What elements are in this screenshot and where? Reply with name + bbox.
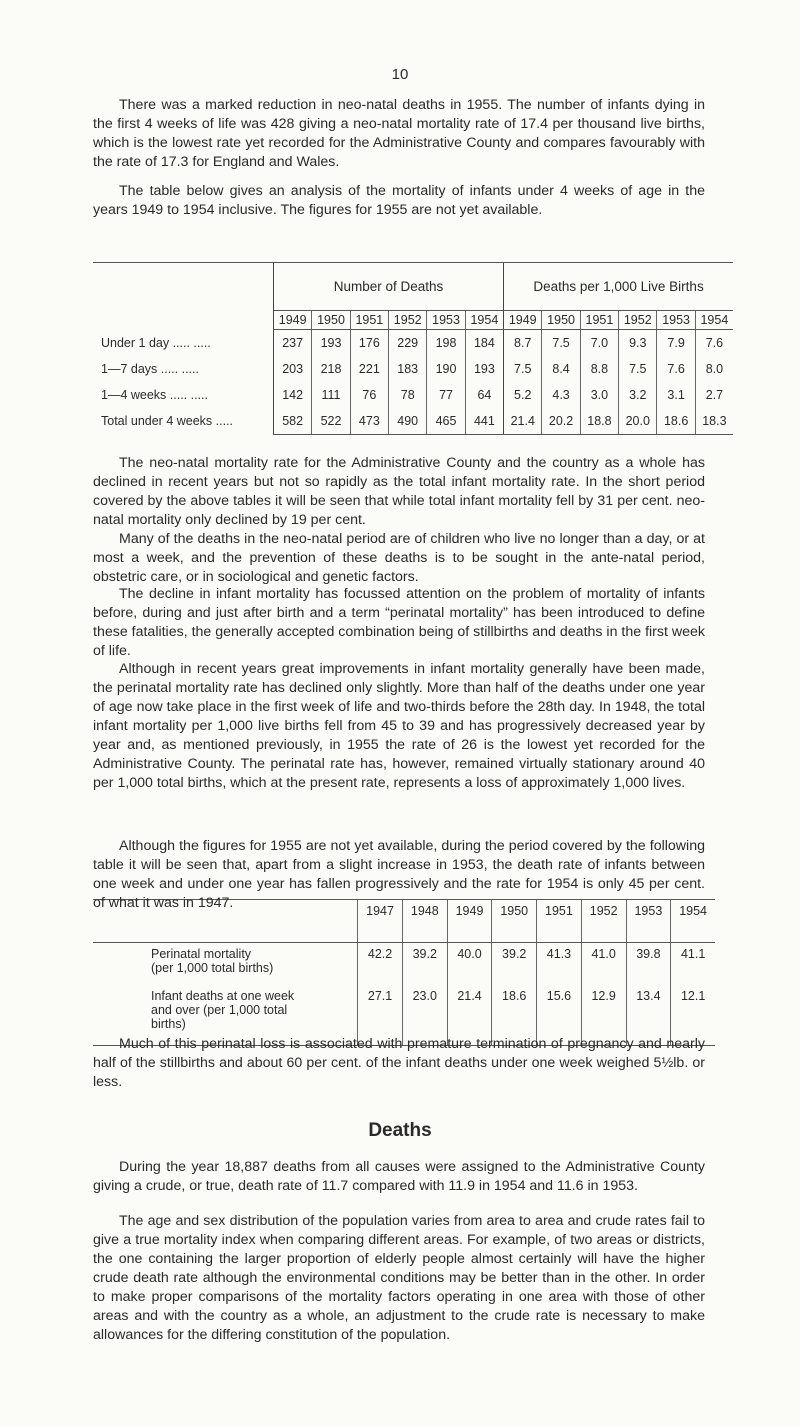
cell: 8.0 [695,356,733,382]
row-label: Total under 4 weeks ..... [101,414,234,429]
cell: 21.4 [504,408,542,435]
row-label-line: births) [151,1017,186,1031]
row-label-line: Perinatal mortality [151,947,252,961]
cell: 12.1 [671,985,715,1046]
paragraph-table-intro: The table below gives an analysis of the mortality of infants under 4 weeks of age in the years 1949 to 1954 inclusive. The figures for 1955 are not yet available. [93,183,705,218]
cell: 111 [312,382,350,408]
cell: 7.6 [657,356,695,382]
cell: 522 [312,408,350,435]
cell: 18.6 [492,985,537,1046]
year-header: 1951 [350,311,388,330]
cell: 7.0 [580,330,618,357]
cell: 41.3 [537,943,582,986]
page-number: 10 [391,66,409,83]
cell: 39.8 [626,943,671,986]
year-header: 1950 [542,311,580,330]
cell: 7.9 [657,330,695,357]
row-label: Under 1 day ..... ..... [101,335,211,350]
year-header: 1953 [427,311,465,330]
year-header: 1953 [626,900,671,943]
section-heading-deaths: Deaths [368,1120,432,1141]
cell: 78 [389,382,427,408]
perinatal-mortality-table [93,899,715,1046]
cell: 441 [465,408,503,435]
year-header: 1950 [312,311,350,330]
year-header: 1952 [389,311,427,330]
row-label: 1—4 weeks ..... ..... [101,388,208,402]
cell: 39.2 [492,943,537,986]
cell: 490 [389,408,427,435]
cell: 176 [350,330,388,357]
year-header: 1948 [402,900,447,943]
cell: 2.7 [695,382,733,408]
cell: 184 [465,330,503,357]
year-header: 1949 [504,311,542,330]
cell: 3.0 [580,382,618,408]
cell: 582 [274,408,312,435]
cell: 229 [389,330,427,357]
cell: 64 [465,382,503,408]
cell: 3.1 [657,382,695,408]
paragraph-improvements: Although in recent years great improvements in infant mortality generally have been made, the perinatal mortality rate has declined only slightly. More than half of the deaths under one year of age now take place in the first week of life and two-thirds before the 28th day. In 1948, the total infant mortality per 1,000 live births fell from 45 to 39 and has progressively decreased year by year and, as mentioned previously, in 1955 the rate of 26 is the lowest yet recorded for the Administrative County. The perinatal rate has, however, remained virtually stationary around 40 per 1,000 total births, which at the present rate, represents a loss of approximately 1,000 lives. [93,661,705,791]
row-label: 1—7 days ..... ..... [101,362,199,376]
paragraph-deaths-causes: Many of the deaths in the neo-natal period are of children who live no longer than a day, or at most a week, and the prevention of these deaths is to be sought in the ante-natal period, obstetric care, or in sociological and genetic factors. [93,531,705,585]
cell: 218 [312,356,350,382]
cell: 193 [312,330,350,357]
year-header: 1951 [537,900,582,943]
cell: 23.0 [402,985,447,1046]
year-header: 1951 [580,311,618,330]
year-header: 1952 [619,311,657,330]
cell: 20.0 [619,408,657,435]
table-row [93,356,733,382]
paragraph-premature: Much of this perinatal loss is associated with premature termination of pregnancy and nearly half of the stillbirths and about 60 per cent. of the infant deaths under one week weighed 5½lb. or less. [93,1036,705,1090]
year-header: 1950 [492,900,537,943]
cell: 27.1 [358,985,403,1046]
paragraph-rate-decline: The neo-natal mortality rate for the Administrative County and the country as a whole has declined in recent years but not so rapidly as the total infant mortality rate. In the short period covered by the above tables it will be seen that while total infant mortality fell by 31 per cent. neo-natal mortality only declined by 19 per cent. [93,455,705,528]
cell: 77 [427,382,465,408]
cell: 20.2 [542,408,580,435]
year-header: 1954 [465,311,503,330]
paragraph-age-sex: The age and sex distribution of the population varies from area to area and crude rates fail to give a true mortality index when comparing different areas. For example, of two areas or districts, the one containing the larger proportion of elderly people almost certainly will have the higher crude death rate although the environmental conditions may be better than in the other. In order to make proper comparisons of the mortality factors operating in one area with those of other areas and with the country as a whole, an adjustment to the crude rate is necessary to make allowances for the differing constitution of the population. [93,1213,705,1343]
neonatal-deaths-table [93,262,733,435]
cell: 7.5 [619,356,657,382]
cell: 12.9 [581,985,626,1046]
row-label [93,943,358,986]
table-row [93,943,715,986]
table-row [93,382,733,408]
year-header: 1949 [274,311,312,330]
cell: 193 [465,356,503,382]
year-header: 1952 [581,900,626,943]
year-header: 1954 [671,900,715,943]
cell: 7.6 [695,330,733,357]
cell: 190 [427,356,465,382]
cell: 13.4 [626,985,671,1046]
year-header: 1953 [657,311,695,330]
cell: 221 [350,356,388,382]
year-header: 1949 [447,900,492,943]
header-number-of-deaths: Number of Deaths [274,263,504,311]
cell: 142 [274,382,312,408]
cell: 76 [350,382,388,408]
row-label-line: Infant deaths at one week [151,989,295,1003]
paragraph-neonatal-reduction: There was a marked reduction in neo-natal deaths in 1955. The number of infants dying in the first 4 weeks of life was 428 giving a neo-natal mortality rate of 17.4 per thousand live births, which is the lowest rate yet recorded for the Administrative County and compares favourably with the rate of 17.3 for England and Wales. [93,97,705,170]
row-label-line: and over (per 1,000 total [151,1003,288,1017]
cell: 237 [274,330,312,357]
cell: 203 [274,356,312,382]
table-row-total [93,408,733,435]
cell: 183 [389,356,427,382]
year-header: 1947 [358,900,403,943]
paragraph-perinatal-term: The decline in infant mortality has focussed attention on the problem of mortality of infants before, during and just after birth and a term “perinatal mortality” has been introduced to define these fatalities, the generally accepted combination being of stillbirths and deaths in the first week of life. [93,586,705,659]
cell: 15.6 [537,985,582,1046]
cell: 3.2 [619,382,657,408]
cell: 9.3 [619,330,657,357]
cell: 8.8 [580,356,618,382]
cell: 21.4 [447,985,492,1046]
cell: 8.4 [542,356,580,382]
cell: 40.0 [447,943,492,986]
header-deaths-per-1000: Deaths per 1,000 Live Births [504,263,733,311]
cell: 7.5 [542,330,580,357]
cell: 8.7 [504,330,542,357]
cell: 18.6 [657,408,695,435]
cell: 41.0 [581,943,626,986]
cell: 18.3 [695,408,733,435]
cell: 4.3 [542,382,580,408]
table-row [93,330,733,357]
row-label-line: (per 1,000 total births) [151,961,274,975]
paragraph-following-table: Although the figures for 1955 are not yet available, during the period covered by the following table it will be seen that, apart from a slight increase in 1953, the death rate of infants between one week and under one year has fallen progressively and the rate for 1954 is only 45 per cent. of what it was in 1947. [93,838,705,911]
cell: 18.8 [580,408,618,435]
cell: 5.2 [504,382,542,408]
cell: 42.2 [358,943,403,986]
paragraph-crude-rate: During the year 18,887 deaths from all causes were assigned to the Administrative County giving a crude, or true, death rate of 11.7 compared with 11.9 in 1954 and 11.6 in 1953. [93,1159,705,1194]
year-header: 1954 [695,311,733,330]
cell: 465 [427,408,465,435]
cell: 7.5 [504,356,542,382]
cell: 473 [350,408,388,435]
cell: 39.2 [402,943,447,986]
cell: 41.1 [671,943,715,986]
cell: 198 [427,330,465,357]
